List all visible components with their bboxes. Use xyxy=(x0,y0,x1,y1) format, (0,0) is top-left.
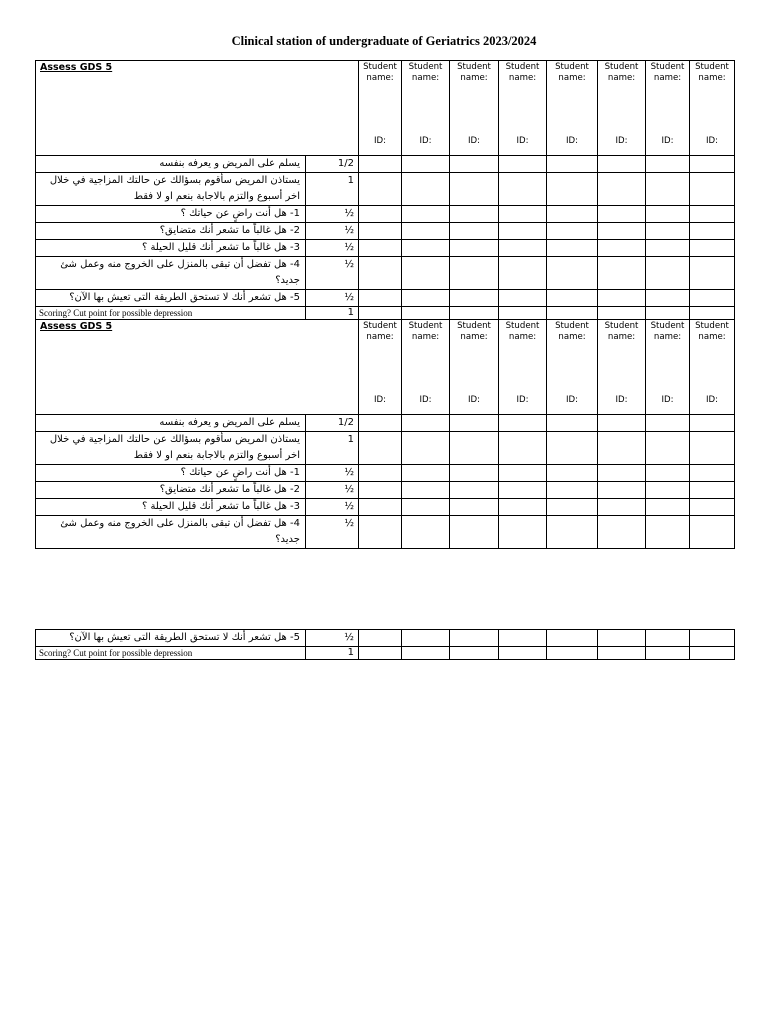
student-score-cell[interactable] xyxy=(402,206,450,223)
student-score-cell[interactable] xyxy=(402,223,450,240)
checklist-item-row xyxy=(36,630,735,647)
table-header-row xyxy=(36,320,735,415)
student-column-header xyxy=(359,61,402,156)
student-score-cell[interactable] xyxy=(598,156,646,173)
student-score-cell[interactable] xyxy=(547,156,598,173)
student-score-cell[interactable] xyxy=(646,173,690,206)
student-column-header xyxy=(646,320,690,415)
checklist-item-row xyxy=(36,257,735,290)
student-column-header xyxy=(598,320,646,415)
student-name-label: Student name: xyxy=(604,62,639,83)
student-name-label: Student name: xyxy=(408,321,443,342)
student-id-label: ID: xyxy=(419,136,432,146)
student-score-cell[interactable] xyxy=(547,206,598,223)
student-score-cell[interactable] xyxy=(402,432,450,465)
checklist-item-row xyxy=(36,173,735,206)
student-score-cell[interactable] xyxy=(402,307,450,320)
student-score-cell[interactable] xyxy=(598,307,646,320)
student-score-cell[interactable] xyxy=(499,630,547,647)
student-score-cell[interactable] xyxy=(690,173,735,206)
checklist-item-row xyxy=(36,240,735,257)
student-score-cell[interactable] xyxy=(646,206,690,223)
student-score-cell[interactable] xyxy=(547,432,598,465)
student-name-label: Student name: xyxy=(363,62,397,83)
student-score-cell[interactable] xyxy=(598,432,646,465)
checklist-item-text: 3- هل غالباً ما تشعر أنك قليل الحيلة ؟ xyxy=(36,240,306,257)
student-score-cell[interactable] xyxy=(646,415,690,432)
checklist-item-row xyxy=(36,415,735,432)
student-score-cell[interactable] xyxy=(690,257,735,290)
student-score-cell[interactable] xyxy=(450,630,499,647)
student-name-label: Student name: xyxy=(695,321,729,342)
checklist-item-score: 1 xyxy=(306,432,359,465)
student-score-cell[interactable] xyxy=(646,240,690,257)
student-score-cell[interactable] xyxy=(402,290,450,307)
student-score-cell[interactable] xyxy=(598,223,646,240)
student-score-cell[interactable] xyxy=(646,630,690,647)
student-score-cell[interactable] xyxy=(547,482,598,499)
student-score-cell[interactable] xyxy=(450,307,499,320)
student-column-header xyxy=(359,320,402,415)
checklist-item-row xyxy=(36,499,735,516)
student-score-cell[interactable] xyxy=(598,482,646,499)
student-score-cell[interactable] xyxy=(359,223,402,240)
student-name-label: Student name: xyxy=(457,321,491,342)
scoring-label: Scoring? Cut point for possible depression xyxy=(36,647,306,660)
checklist-item-row xyxy=(36,156,735,173)
checklist-item-text: يستاذن المريض سأقوم بسؤالك عن حالتك المزاجية في خلال اخر أسبوع والتزم بالاجابة بنعم او لا فقط xyxy=(36,173,306,206)
student-id-label: ID: xyxy=(467,136,481,146)
student-score-cell[interactable] xyxy=(359,465,402,482)
student-score-cell[interactable] xyxy=(499,499,547,516)
student-score-cell[interactable] xyxy=(499,206,547,223)
student-score-cell[interactable] xyxy=(402,240,450,257)
student-name-label: Student name: xyxy=(505,321,540,342)
page-title: Clinical station of undergraduate of Geriatrics 2023/2024 xyxy=(231,34,537,48)
student-score-cell[interactable] xyxy=(499,516,547,549)
student-score-cell[interactable] xyxy=(690,432,735,465)
scoring-row xyxy=(36,647,735,660)
student-name-label: Student name: xyxy=(555,321,589,342)
student-score-cell[interactable] xyxy=(499,257,547,290)
student-id-label: ID: xyxy=(373,395,387,405)
student-id-label: ID: xyxy=(516,395,529,405)
student-column-header xyxy=(547,320,598,415)
student-score-cell[interactable] xyxy=(499,173,547,206)
student-name-label: Student name: xyxy=(604,321,639,342)
student-score-cell[interactable] xyxy=(598,290,646,307)
student-column-header xyxy=(499,320,547,415)
student-score-cell[interactable] xyxy=(499,415,547,432)
checklist-item-row xyxy=(36,465,735,482)
checklist-item-row xyxy=(36,516,735,549)
student-score-cell[interactable] xyxy=(598,630,646,647)
student-score-cell[interactable] xyxy=(547,240,598,257)
student-score-cell[interactable] xyxy=(499,290,547,307)
student-name-label: Student name: xyxy=(457,62,491,83)
student-score-cell[interactable] xyxy=(450,173,499,206)
student-score-cell[interactable] xyxy=(499,432,547,465)
student-score-cell[interactable] xyxy=(690,307,735,320)
student-score-cell[interactable] xyxy=(690,290,735,307)
student-score-cell[interactable] xyxy=(402,499,450,516)
checklist-item-text: 4- هل تفضل أن تبقى بالمنزل على الخروج منه وعمل شئ جديد؟ xyxy=(36,516,306,549)
student-score-cell[interactable] xyxy=(359,516,402,549)
student-score-cell[interactable] xyxy=(450,206,499,223)
scoring-row xyxy=(36,307,735,320)
student-score-cell[interactable] xyxy=(450,156,499,173)
checklist-item-score: ½ xyxy=(306,240,359,257)
student-score-cell[interactable] xyxy=(402,173,450,206)
checklist-item-score: 1/2 xyxy=(306,156,359,173)
student-score-cell[interactable] xyxy=(450,516,499,549)
gds-table-1 xyxy=(35,60,735,320)
scoring-value: 1 xyxy=(306,307,359,320)
student-score-cell[interactable] xyxy=(598,516,646,549)
student-score-cell[interactable] xyxy=(547,499,598,516)
student-score-cell[interactable] xyxy=(547,465,598,482)
student-score-cell[interactable] xyxy=(359,206,402,223)
student-score-cell[interactable] xyxy=(598,257,646,290)
student-score-cell[interactable] xyxy=(690,240,735,257)
student-score-cell[interactable] xyxy=(359,415,402,432)
student-column-header xyxy=(402,320,450,415)
student-score-cell[interactable] xyxy=(359,499,402,516)
student-score-cell[interactable] xyxy=(402,465,450,482)
student-column-header xyxy=(450,320,499,415)
checklist-item-text: 1- هل أنت راضٍ عن حياتك ؟ xyxy=(36,465,306,482)
student-score-cell[interactable] xyxy=(499,240,547,257)
student-score-cell[interactable] xyxy=(598,647,646,660)
student-score-cell[interactable] xyxy=(690,482,735,499)
student-score-cell[interactable] xyxy=(598,206,646,223)
student-score-cell[interactable] xyxy=(547,290,598,307)
student-id-label: ID: xyxy=(419,395,432,405)
student-score-cell[interactable] xyxy=(450,257,499,290)
student-id-label: ID: xyxy=(565,136,579,146)
student-score-cell[interactable] xyxy=(450,482,499,499)
student-score-cell[interactable] xyxy=(598,415,646,432)
checklist-item-score: ½ xyxy=(306,206,359,223)
student-column-header xyxy=(450,61,499,156)
student-score-cell[interactable] xyxy=(359,240,402,257)
student-name-label: Student name: xyxy=(650,62,685,83)
student-id-label: ID: xyxy=(565,395,579,405)
checklist-item-score: ½ xyxy=(306,223,359,240)
student-score-cell[interactable] xyxy=(450,647,499,660)
student-score-cell[interactable] xyxy=(359,156,402,173)
student-score-cell[interactable] xyxy=(646,516,690,549)
student-score-cell[interactable] xyxy=(646,290,690,307)
student-score-cell[interactable] xyxy=(646,465,690,482)
student-score-cell[interactable] xyxy=(402,482,450,499)
student-id-label: ID: xyxy=(467,395,481,405)
student-name-label: Student name: xyxy=(408,62,443,83)
student-score-cell[interactable] xyxy=(402,647,450,660)
student-score-cell[interactable] xyxy=(359,482,402,499)
student-name-label: Student name: xyxy=(555,62,589,83)
student-name-label: Student name: xyxy=(505,62,540,83)
student-column-header xyxy=(598,61,646,156)
student-column-header xyxy=(402,61,450,156)
student-score-cell[interactable] xyxy=(450,499,499,516)
checklist-item-text: 2- هل غالباً ما تشعر أنك متضايق؟ xyxy=(36,223,306,240)
student-column-header xyxy=(690,320,735,415)
student-score-cell[interactable] xyxy=(499,223,547,240)
student-score-cell[interactable] xyxy=(547,223,598,240)
student-score-cell[interactable] xyxy=(598,240,646,257)
student-score-cell[interactable] xyxy=(547,415,598,432)
student-score-cell[interactable] xyxy=(359,257,402,290)
student-score-cell[interactable] xyxy=(690,499,735,516)
student-id-label: ID: xyxy=(661,395,674,405)
checklist-item-row xyxy=(36,206,735,223)
student-score-cell[interactable] xyxy=(547,173,598,206)
checklist-item-text: 3- هل غالباً ما تشعر أنك قليل الحيلة ؟ xyxy=(36,499,306,516)
student-id-label: ID: xyxy=(615,136,628,146)
student-id-label: ID: xyxy=(661,136,674,146)
student-score-cell[interactable] xyxy=(450,432,499,465)
student-score-cell[interactable] xyxy=(598,465,646,482)
student-score-cell[interactable] xyxy=(450,465,499,482)
student-score-cell[interactable] xyxy=(547,516,598,549)
student-name-label: Student name: xyxy=(363,321,397,342)
checklist-item-score: 1/2 xyxy=(306,415,359,432)
student-score-cell[interactable] xyxy=(690,516,735,549)
student-name-label: Student name: xyxy=(695,62,729,83)
checklist-item-score: ½ xyxy=(306,257,359,290)
student-score-cell[interactable] xyxy=(646,156,690,173)
scoring-label: Scoring? Cut point for possible depression xyxy=(36,307,306,320)
student-score-cell[interactable] xyxy=(499,156,547,173)
checklist-item-row xyxy=(36,290,735,307)
student-id-label: ID: xyxy=(373,136,387,146)
student-score-cell[interactable] xyxy=(690,465,735,482)
student-score-cell[interactable] xyxy=(547,307,598,320)
checklist-item-score: ½ xyxy=(306,465,359,482)
student-column-header xyxy=(499,61,547,156)
student-score-cell[interactable] xyxy=(359,173,402,206)
checklist-item-score: ½ xyxy=(306,516,359,549)
student-score-cell[interactable] xyxy=(598,173,646,206)
student-score-cell[interactable] xyxy=(547,257,598,290)
student-score-cell[interactable] xyxy=(646,647,690,660)
student-column-header xyxy=(547,61,598,156)
gds-table-2 xyxy=(35,319,735,549)
student-id-label: ID: xyxy=(615,395,628,405)
checklist-item-score: ½ xyxy=(306,499,359,516)
student-score-cell[interactable] xyxy=(499,482,547,499)
student-score-cell[interactable] xyxy=(359,630,402,647)
student-score-cell[interactable] xyxy=(547,647,598,660)
student-score-cell[interactable] xyxy=(646,223,690,240)
assess-label: Assess GDS 5 xyxy=(36,320,359,415)
student-id-label: ID: xyxy=(705,395,719,405)
student-score-cell[interactable] xyxy=(359,307,402,320)
student-id-label: ID: xyxy=(516,136,529,146)
gds-table-2-continued xyxy=(35,629,735,660)
student-score-cell[interactable] xyxy=(499,307,547,320)
student-id-label: ID: xyxy=(705,136,719,146)
student-score-cell[interactable] xyxy=(690,415,735,432)
checklist-item-text: يسلم على المريض و يعرفه بنفسه xyxy=(36,156,306,173)
student-score-cell[interactable] xyxy=(359,290,402,307)
student-score-cell[interactable] xyxy=(402,156,450,173)
student-column-header xyxy=(690,61,735,156)
student-score-cell[interactable] xyxy=(646,307,690,320)
checklist-item-text: 5- هل تشعر أنك لا تستحق الطريقة التى تعيش بها الآن؟ xyxy=(36,630,306,647)
student-score-cell[interactable] xyxy=(646,499,690,516)
student-score-cell[interactable] xyxy=(646,257,690,290)
checklist-item-text: يستاذن المريض سأقوم بسؤالك عن حالتك المزاجية في خلال اخر أسبوع والتزم بالاجابة بنعم او لا فقط xyxy=(36,432,306,465)
student-score-cell[interactable] xyxy=(690,223,735,240)
checklist-item-score: 1 xyxy=(306,173,359,206)
checklist-item-score: ½ xyxy=(306,482,359,499)
checklist-item-text: يسلم على المريض و يعرفه بنفسه xyxy=(36,415,306,432)
checklist-item-text: 5- هل تشعر أنك لا تستحق الطريقة التى تعيش بها الآن؟ xyxy=(36,290,306,307)
student-name-label: Student name: xyxy=(650,321,685,342)
student-score-cell[interactable] xyxy=(690,156,735,173)
student-score-cell[interactable] xyxy=(646,482,690,499)
checklist-item-text: 4- هل تفضل أن تبقى بالمنزل على الخروج منه وعمل شئ جديد؟ xyxy=(36,257,306,290)
assess-label: Assess GDS 5 xyxy=(36,61,359,156)
scoring-value: 1 xyxy=(306,647,359,660)
student-score-cell[interactable] xyxy=(547,630,598,647)
student-score-cell[interactable] xyxy=(402,257,450,290)
student-score-cell[interactable] xyxy=(499,647,547,660)
student-score-cell[interactable] xyxy=(402,415,450,432)
student-score-cell[interactable] xyxy=(598,499,646,516)
student-score-cell[interactable] xyxy=(450,223,499,240)
checklist-item-score: ½ xyxy=(306,630,359,647)
checklist-item-text: 2- هل غالباً ما تشعر أنك متضايق؟ xyxy=(36,482,306,499)
student-score-cell[interactable] xyxy=(690,647,735,660)
student-score-cell[interactable] xyxy=(359,647,402,660)
checklist-item-row xyxy=(36,482,735,499)
student-score-cell[interactable] xyxy=(646,432,690,465)
checklist-item-row xyxy=(36,432,735,465)
student-score-cell[interactable] xyxy=(690,630,735,647)
student-score-cell[interactable] xyxy=(359,432,402,465)
table-header-row xyxy=(36,61,735,156)
student-score-cell[interactable] xyxy=(402,516,450,549)
student-score-cell[interactable] xyxy=(450,240,499,257)
student-column-header xyxy=(646,61,690,156)
checklist-item-score: ½ xyxy=(306,290,359,307)
checklist-item-text: 1- هل أنت راضٍ عن حياتك ؟ xyxy=(36,206,306,223)
student-score-cell[interactable] xyxy=(450,290,499,307)
student-score-cell[interactable] xyxy=(499,465,547,482)
student-score-cell[interactable] xyxy=(402,630,450,647)
student-score-cell[interactable] xyxy=(690,206,735,223)
student-score-cell[interactable] xyxy=(450,415,499,432)
checklist-item-row xyxy=(36,223,735,240)
